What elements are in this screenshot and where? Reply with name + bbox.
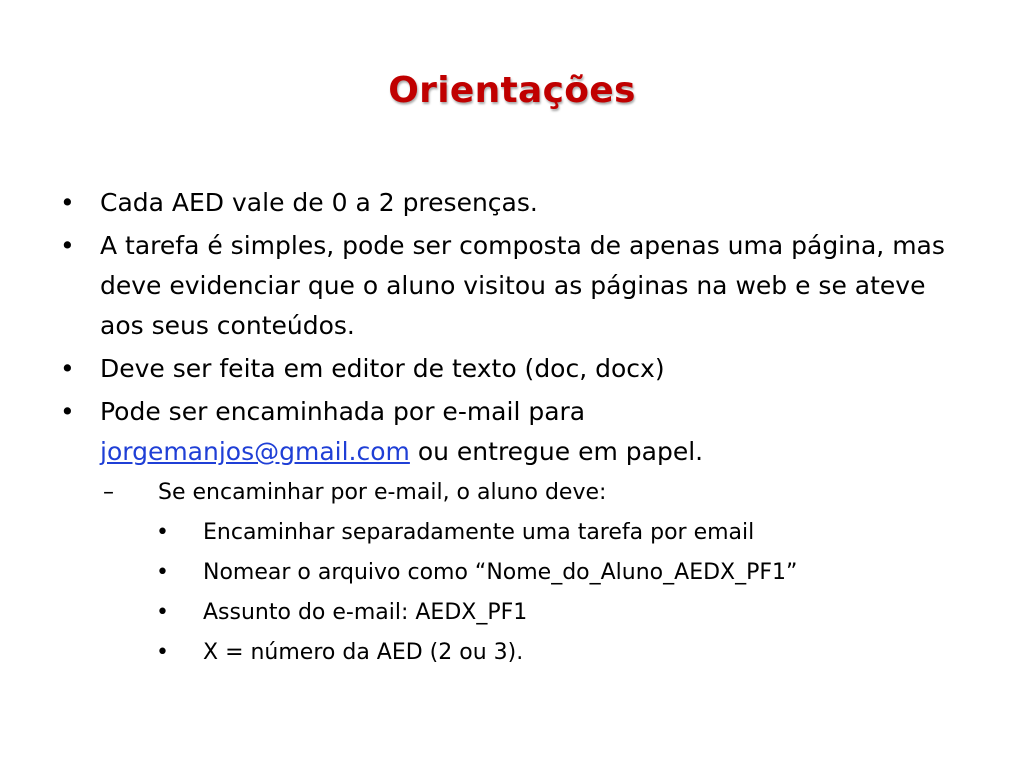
- bullet-marker: •: [60, 188, 75, 217]
- sub-sub-bullet-item: [56, 595, 976, 631]
- bullet-item: [56, 392, 976, 472]
- sub-bullet-text: Se encaminhar por e-mail, o aluno deve:: [158, 480, 607, 505]
- bullet-item: [56, 183, 976, 223]
- sub-sub-bullet-text: Assunto do e-mail: AEDX_PF1: [203, 600, 528, 625]
- bullet-marker: •: [156, 520, 169, 545]
- bullet-text-before-link: Pode ser encaminhada por e-mail para: [100, 397, 586, 426]
- sub-sub-bullet-item: [56, 635, 976, 671]
- bullet-marker: •: [156, 640, 169, 665]
- sub-sub-bullet-item: [56, 555, 976, 591]
- sub-sub-bullet-text: X = número da AED (2 ou 3).: [203, 640, 524, 665]
- sub-sub-bullet-text: Nomear o arquivo como “Nome_do_Aluno_AEDX_PF1”: [203, 560, 798, 585]
- bullet-item: [56, 349, 976, 389]
- bullet-text: Deve ser feita em editor de texto (doc, docx): [100, 354, 665, 383]
- bullet-marker: •: [156, 600, 169, 625]
- slide-title: [0, 70, 1024, 111]
- slide-content: [56, 183, 976, 675]
- bullet-marker: •: [60, 397, 75, 426]
- sub-bullet-item: [56, 475, 976, 511]
- bullet-text-after-link: ou entregue em papel.: [409, 437, 704, 466]
- bullet-text: Cada AED vale de 0 a 2 presenças.: [100, 188, 538, 217]
- sub-sub-bullet-text: Encaminhar separadamente uma tarefa por email: [203, 520, 755, 545]
- bullet-text: A tarefa é simples, pode ser composta de apenas uma página, mas deve evidenciar que o aluno visitou as páginas na web e se ateve aos seus conteúdos.: [100, 231, 945, 340]
- bullet-marker: •: [60, 231, 75, 260]
- bullet-item: [56, 226, 976, 346]
- dash-marker: –: [103, 480, 114, 505]
- bullet-marker: •: [156, 560, 169, 585]
- sub-sub-bullet-item: [56, 515, 976, 551]
- email-link[interactable]: jorgemanjos@gmail.com: [100, 437, 410, 466]
- bullet-marker: •: [60, 354, 75, 383]
- slide-title-text: Orientações: [388, 70, 636, 111]
